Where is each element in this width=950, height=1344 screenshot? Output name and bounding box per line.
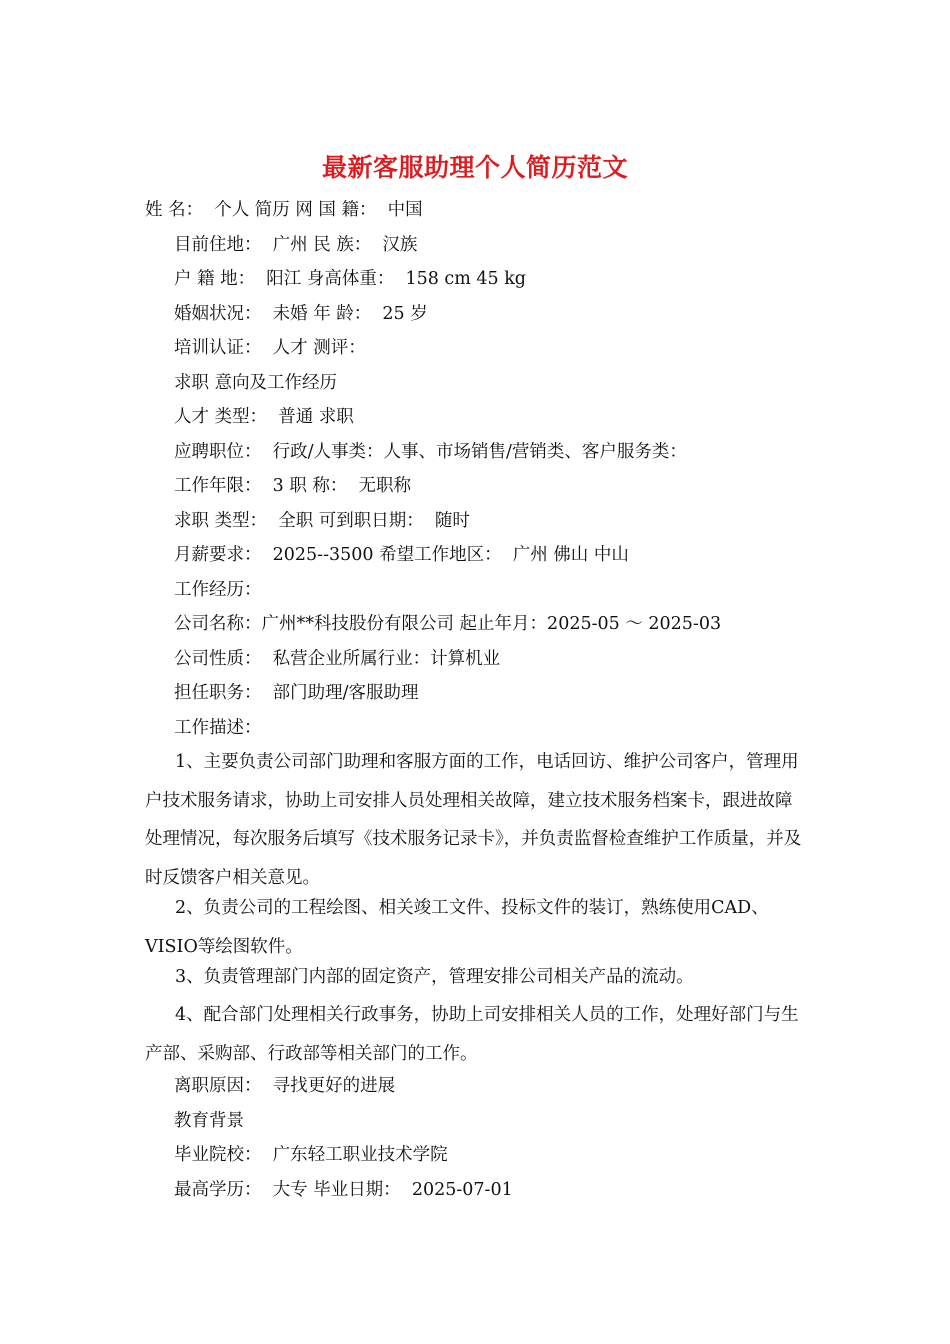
info-line-leave-reason: 离职原因： 寻找更好的进展 <box>174 1076 396 1096</box>
info-line-company: 公司名称：广州**科技股份有限公司 起止年月：2025-05 ～ 2025-03 <box>174 614 722 634</box>
section-heading-education: 教育背景 <box>174 1111 244 1131</box>
info-line-name: 姓 名： 个人 简历 网 国 籍： 中国 <box>145 200 423 220</box>
description-paragraph-2: 2、负责公司的工程绘图、相关竣工文件、投标文件的装订，熟练使用CAD、VISIO等绘图软件。 <box>145 898 769 957</box>
info-line-company-type: 公司性质： 私营企业所属行业：计算机业 <box>174 649 501 669</box>
section-heading-description: 工作描述： <box>174 718 262 738</box>
info-line-hometown: 户 籍 地： 阳江 身高体重： 158 cm 45 kg <box>174 269 526 289</box>
info-line-certification: 培训认证： 人才 测评： <box>174 338 366 358</box>
info-line-job-type: 求职 类型： 全职 可到职日期： 随时 <box>174 511 470 531</box>
description-paragraph-3: 3、负责管理部门内部的固定资产，管理安排公司相关产品的流动。 <box>175 967 694 987</box>
info-line-salary: 月薪要求： 2025--3500 希望工作地区： 广州 佛山 中山 <box>174 545 629 565</box>
info-line-role: 担任职务： 部门助理/客服助理 <box>174 683 419 703</box>
description-paragraph-4: 4、配合部门处理相关行政事务，协助上司安排相关人员的工作，处理好部门与生产部、采购部、行政部等相关部门的工作。 <box>145 1005 799 1064</box>
document-title: 最新客服助理个人简历范文 <box>321 153 628 182</box>
info-line-residence: 目前住地： 广州 民 族： 汉族 <box>174 235 418 255</box>
info-line-degree: 最高学历： 大专 毕业日期： 2025-07-01 <box>174 1180 513 1200</box>
section-heading-intent: 求职 意向及工作经历 <box>174 373 338 393</box>
info-line-position: 应聘职位： 行政/人事类：人事、市场销售/营销类、客户服务类： <box>174 442 687 462</box>
info-line-talent-type: 人才 类型： 普通 求职 <box>174 407 354 427</box>
info-line-years: 工作年限： 3 职 称： 无职称 <box>174 476 412 496</box>
info-line-marital: 婚姻状况： 未婚 年 龄： 25 岁 <box>174 304 428 324</box>
info-line-school: 毕业院校： 广东轻工职业技术学院 <box>174 1145 448 1165</box>
description-paragraph-1: 1、主要负责公司部门助理和客服方面的工作，电话回访、维护公司客户，管理用户技术服务请求，协助上司安排人员处理相关故障，建立技术服务档案卡，跟进故障处理情况，每次服务后填写《技术服务记录卡》，并负责监督检查维护工作质量，并及时反馈客户相关意见。 <box>145 752 802 888</box>
section-heading-experience: 工作经历： <box>174 580 262 600</box>
